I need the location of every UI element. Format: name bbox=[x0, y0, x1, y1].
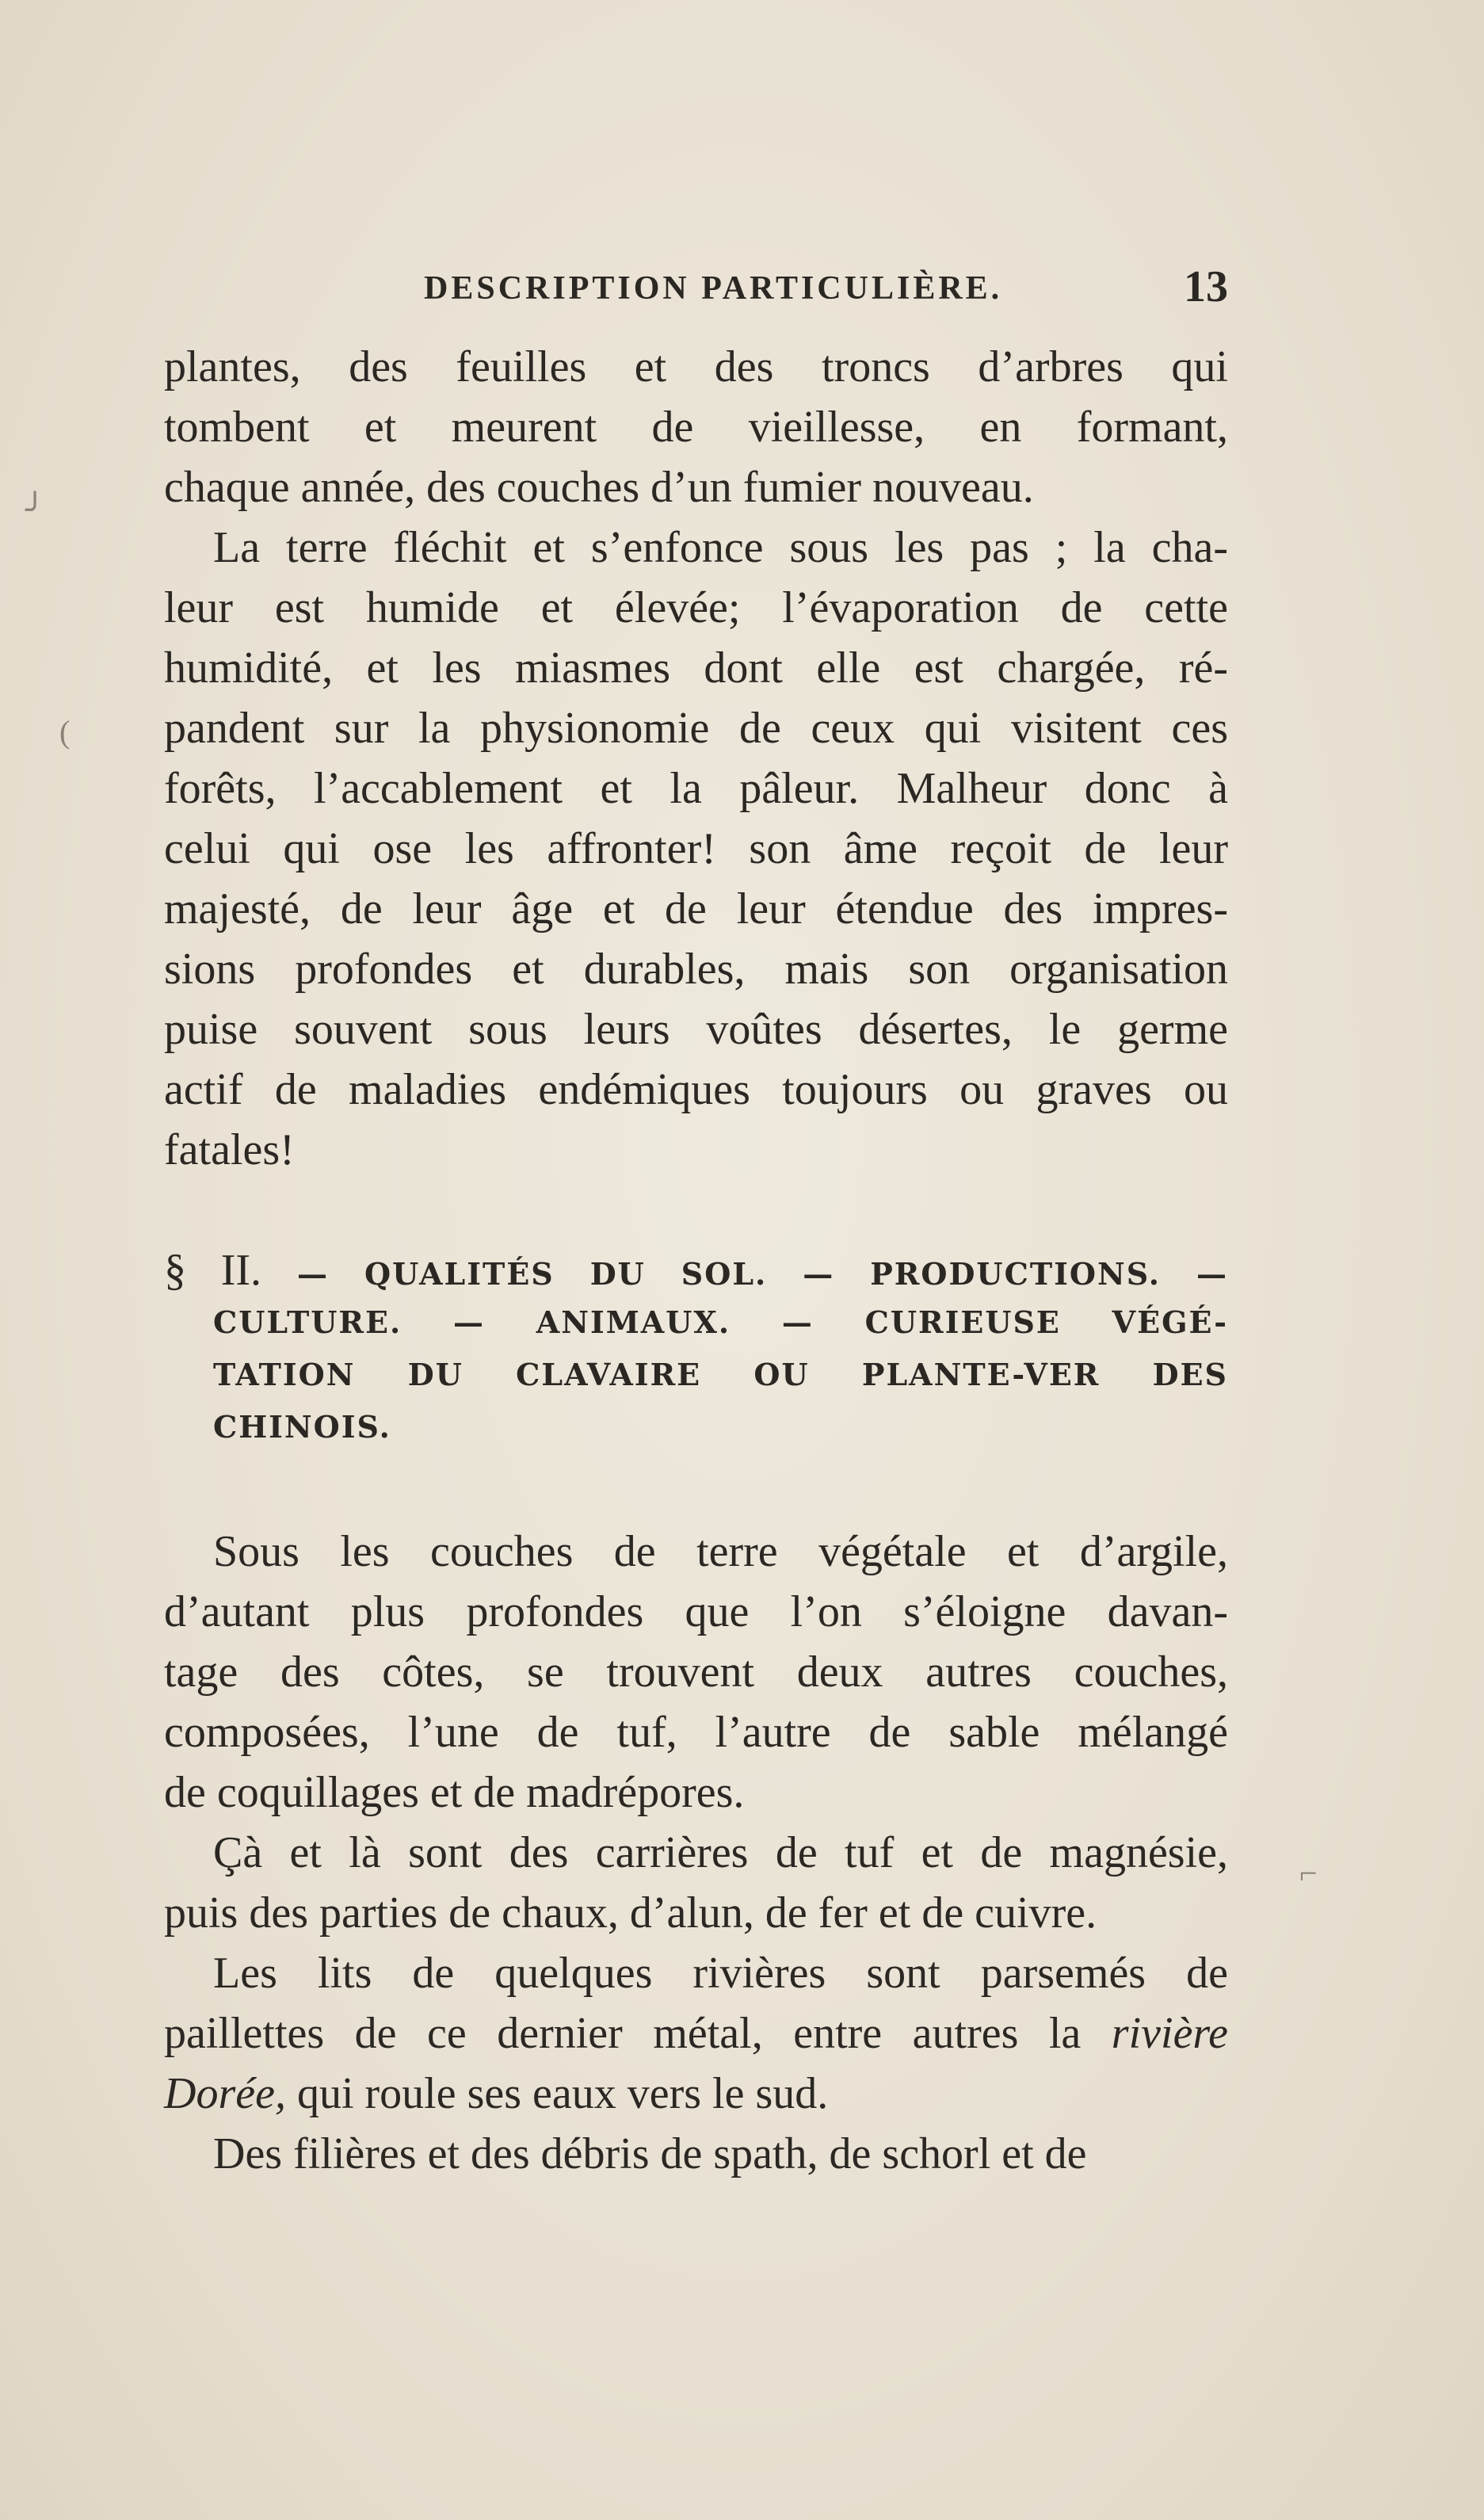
text-line: majesté, de leur âge et de leur étendue des impres- bbox=[164, 884, 1228, 934]
text-line bbox=[164, 2064, 1228, 2124]
text-line: chaque année, des couches d’un fumier nouveau. bbox=[164, 463, 1034, 512]
margin-mark: ( bbox=[59, 714, 71, 750]
paragraph-rivers bbox=[164, 1943, 1228, 2124]
paragraph-forest bbox=[164, 517, 1228, 1180]
text-line: pandent sur la physionomie de ceux qui visitent ces bbox=[164, 704, 1228, 753]
text-line: puise souvent sous leurs voûtes désertes, le germe bbox=[164, 1005, 1228, 1054]
text-line: La terre fléchit et s’enfonce sous les pas ; la cha- bbox=[213, 523, 1228, 572]
text-line: tombent et meurent de vieillesse, en formant, bbox=[164, 403, 1228, 452]
text-line: Des filières et des débris de spath, de schorl et de bbox=[213, 2129, 1087, 2178]
text-line: fatales! bbox=[164, 1125, 295, 1174]
section-sign: § II. bbox=[164, 1246, 262, 1295]
italic-river-word: rivière bbox=[1111, 2009, 1228, 2058]
text-line: forêts, l’accablement et la pâleur. Malheur donc à bbox=[164, 764, 1228, 813]
text-span: paillettes de ce dernier métal, entre autres la bbox=[164, 2009, 1112, 2058]
text-line: Les lits de quelques rivières sont parsemés de bbox=[213, 1949, 1228, 1998]
text-line: composées, l’une de tuf, l’autre de sable mélangé bbox=[164, 1708, 1228, 1757]
margin-mark: ╯ bbox=[25, 492, 45, 528]
paragraph-quarries bbox=[164, 1823, 1228, 1943]
text-line: Sous les couches de terre végétale et d’argile, bbox=[213, 1527, 1228, 1576]
heading-line: TATION DU CLAVAIRE OU PLANTE-VER DES bbox=[213, 1357, 1228, 1392]
margin-mark: ⌐ bbox=[1299, 1855, 1318, 1891]
section-heading bbox=[164, 1244, 1228, 1453]
text-line bbox=[164, 2003, 1228, 2064]
heading-line: — QUALITÉS DU SOL. — PRODUCTIONS. — bbox=[297, 1256, 1228, 1292]
text-line: plantes, des feuilles et des troncs d’arbres qui bbox=[164, 342, 1228, 391]
text-line: sions profondes et durables, mais son organisation bbox=[164, 945, 1228, 994]
heading-line: CULTURE. — ANIMAUX. — CURIEUSE VÉGÉ- bbox=[213, 1304, 1228, 1340]
italic-river-name: Dorée, bbox=[164, 2069, 286, 2118]
page-header bbox=[424, 262, 1228, 317]
text-line: actif de maladies endémiques toujours ou graves ou bbox=[164, 1065, 1228, 1114]
text-line: Çà et là sont des carrières de tuf et de magnésie, bbox=[213, 1828, 1228, 1877]
paragraph-continuation bbox=[164, 337, 1228, 517]
heading-line: CHINOIS. bbox=[213, 1409, 391, 1445]
text-line: celui qui ose les affronter! son âme reçoit de leur bbox=[164, 824, 1228, 873]
running-title: DESCRIPTION PARTICULIÈRE. bbox=[424, 270, 1003, 307]
paragraph-soil bbox=[164, 1522, 1228, 1823]
text-line: d’autant plus profondes que l’on s’éloigne davan- bbox=[164, 1587, 1228, 1636]
text-line: puis des parties de chaux, d’alun, de fer et de cuivre. bbox=[164, 1888, 1097, 1938]
page-number: 13 bbox=[1184, 262, 1228, 311]
text-line: tage des côtes, se trouvent deux autres couches, bbox=[164, 1648, 1228, 1697]
paragraph-spath bbox=[164, 2124, 1228, 2184]
text-line: leur est humide et élevée; l’évaporation de cette bbox=[164, 583, 1228, 632]
text-span: qui roule ses eaux vers le sud. bbox=[285, 2069, 829, 2118]
text-line: humidité, et les miasmes dont elle est chargée, ré- bbox=[164, 643, 1228, 693]
text-line: de coquillages et de madrépores. bbox=[164, 1768, 745, 1817]
